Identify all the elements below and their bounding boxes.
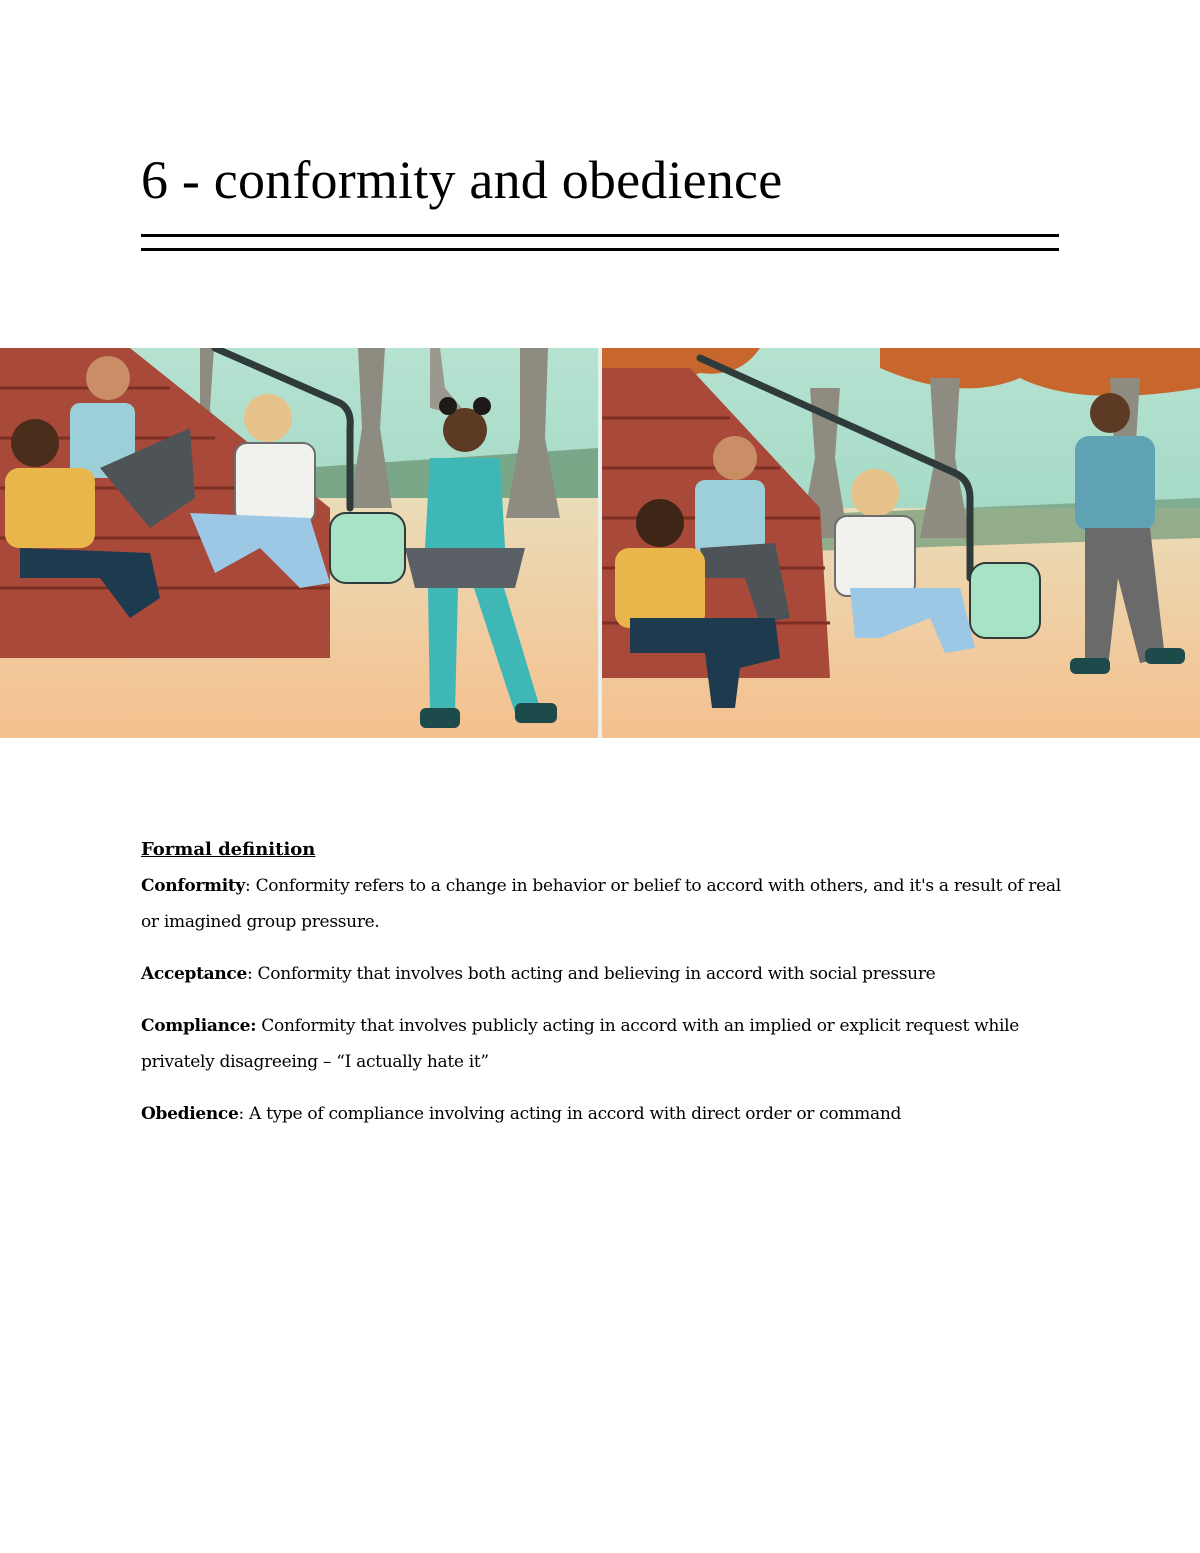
definition-term: Conformity bbox=[141, 876, 246, 896]
definition-conformity bbox=[141, 868, 1071, 940]
illustration-svg bbox=[0, 348, 1200, 738]
definition-term: Obedience bbox=[141, 1104, 239, 1124]
document-body bbox=[141, 836, 1071, 1148]
right-panel-scene bbox=[602, 348, 1200, 738]
definition-separator: : bbox=[247, 964, 258, 984]
definition-text: Conformity refers to a change in behavior or belief to accord with others, and it's a result of real or imagined group pressure. bbox=[141, 876, 1061, 932]
definition-text: Conformity that involves both acting and believing in accord with social pressure bbox=[257, 964, 936, 984]
definition-compliance bbox=[141, 1008, 1071, 1080]
definition-acceptance bbox=[141, 956, 1071, 992]
definition-obedience bbox=[141, 1096, 1071, 1132]
definition-text: A type of compliance involving acting in accord with direct order or command bbox=[249, 1104, 902, 1124]
title-rule-bottom bbox=[141, 248, 1059, 251]
definition-text: Conformity that involves publicly acting in accord with an implied or explicit request while privately disagreeing – “I actually hate it” bbox=[141, 1016, 1020, 1072]
definition-term: Compliance: bbox=[141, 1016, 257, 1036]
left-panel-scene bbox=[0, 348, 598, 738]
illustration bbox=[0, 348, 1200, 738]
definition-separator: : bbox=[238, 1104, 250, 1124]
definition-term: Acceptance bbox=[141, 964, 247, 984]
definition-separator: : bbox=[245, 876, 256, 896]
page-title: 6 - conformity and obedience bbox=[141, 150, 783, 210]
title-rule-top bbox=[141, 234, 1059, 237]
section-heading: Formal definition bbox=[141, 839, 316, 860]
